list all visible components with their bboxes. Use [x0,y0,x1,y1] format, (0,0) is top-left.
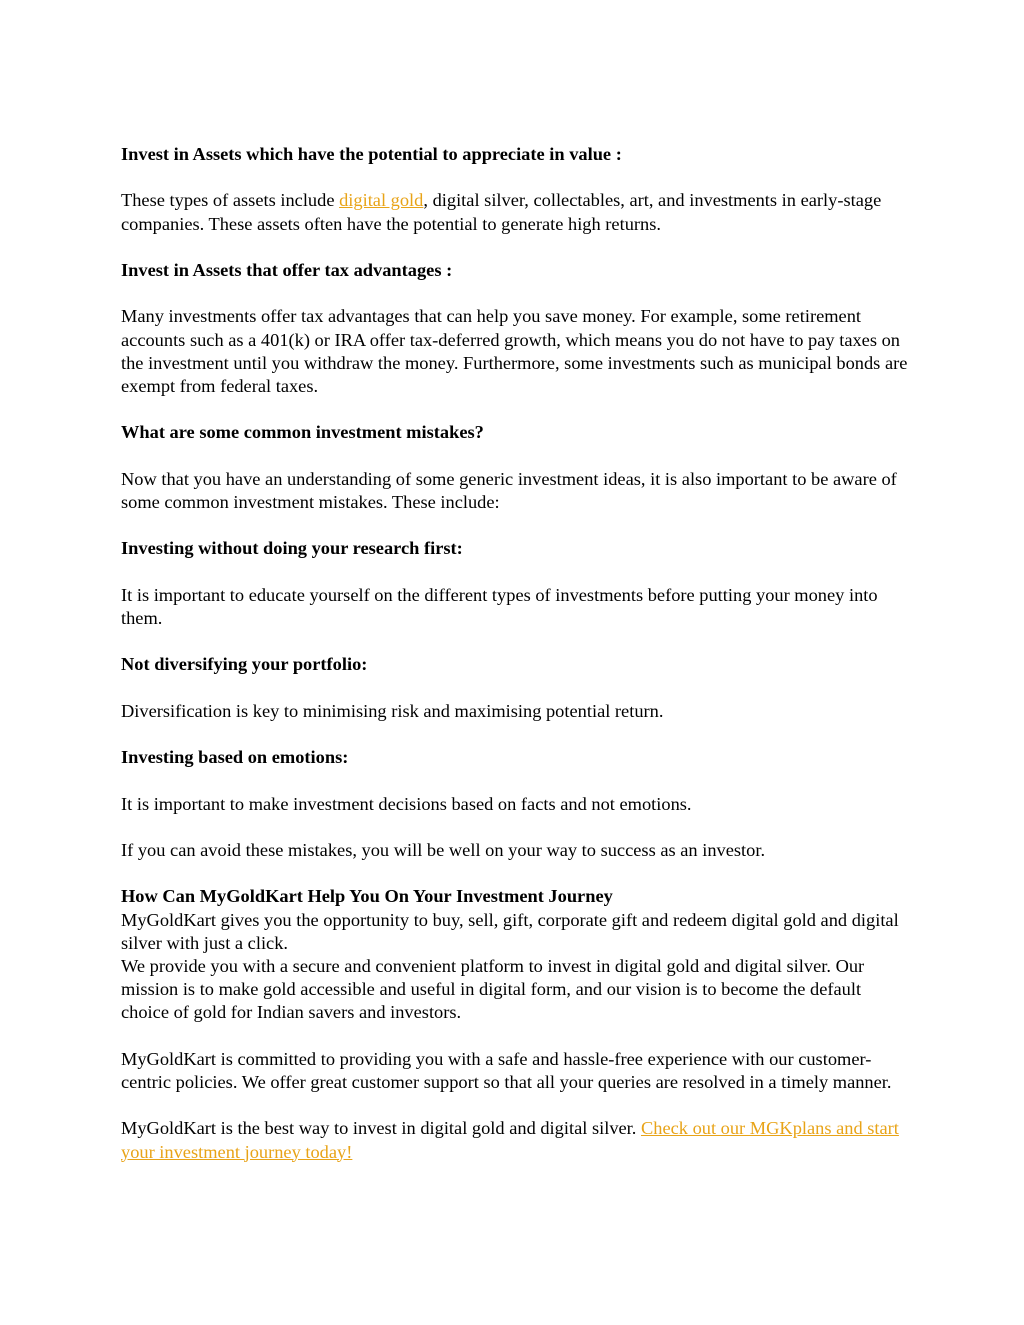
paragraph-emotions: It is important to make investment decisions based on facts and not emotions. [121,793,692,814]
heading-emotions: Investing based on emotions: [121,747,349,768]
heading-not-diversifying: Not diversifying your portfolio: [121,654,368,675]
digital-gold-link[interactable]: digital gold [339,190,424,211]
paragraph-avoid-mistakes: If you can avoid these mistakes, you will be well on your way to success as an investor. [121,839,766,860]
paragraph-mygoldkart-cta [121,1117,911,1163]
heading-appreciating-assets: Invest in Assets which have the potential to appreciate in value : [121,144,622,164]
heading-tax-advantages: Invest in Assets that offer tax advantages : [121,259,453,280]
mgkplans-link[interactable]: Check out our MGKplans and start your investment journey today! [121,1118,899,1162]
paragraph-text: These types of assets include [121,190,340,211]
heading-no-research: Investing without doing your research first: [121,538,463,559]
paragraph-mygoldkart-platform: We provide you with a secure and convenient platform to invest in digital gold and digital silver. Our mission is to make gold accessible and useful in digital form, and our vision is to become the default choice of gold for Indian savers and investors. [121,955,865,1023]
heading-mygoldkart-help: How Can MyGoldKart Help You On Your Investment Journey [121,886,613,907]
paragraph-text: MyGoldKart is the best way to invest in digital gold and digital silver. [121,1118,641,1139]
paragraph-not-diversifying: Diversification is key to minimising risk and maximising potential return. [121,700,664,721]
paragraph-appreciating-assets [121,189,911,235]
paragraph-common-mistakes: Now that you have an understanding of some generic investment ideas, it is also important to be aware of some common investment mistakes. These include: [121,468,897,512]
paragraph-no-research: It is important to educate yourself on the different types of investments before putting your money into them. [121,584,878,628]
paragraph-mygoldkart-opportunity: MyGoldKart gives you the opportunity to buy, sell, gift, corporate gift and redeem digital gold and digital silver with just a click. [121,909,899,953]
paragraph-mygoldkart-commitment: MyGoldKart is committed to providing you with a safe and hassle-free experience with our customer-centric policies. We offer great customer support so that all your queries are resolved in a timely manner. [121,1048,892,1092]
paragraph-tax-advantages: Many investments offer tax advantages that can help you save money. For example, some retirement accounts such as a 401(k) or IRA offer tax-deferred growth, which means you do not have to pay taxes on the investment until you withdraw the money. Furthermore, some investments such as municipal bonds are exempt from federal taxes. [121,306,908,396]
article-body [121,143,911,1187]
heading-common-mistakes: What are some common investment mistakes? [121,422,484,443]
paragraph-text: , digital silver, collectables, art, and investments in early-stage companies. These assets often have the potential to generate high returns. [121,190,882,234]
